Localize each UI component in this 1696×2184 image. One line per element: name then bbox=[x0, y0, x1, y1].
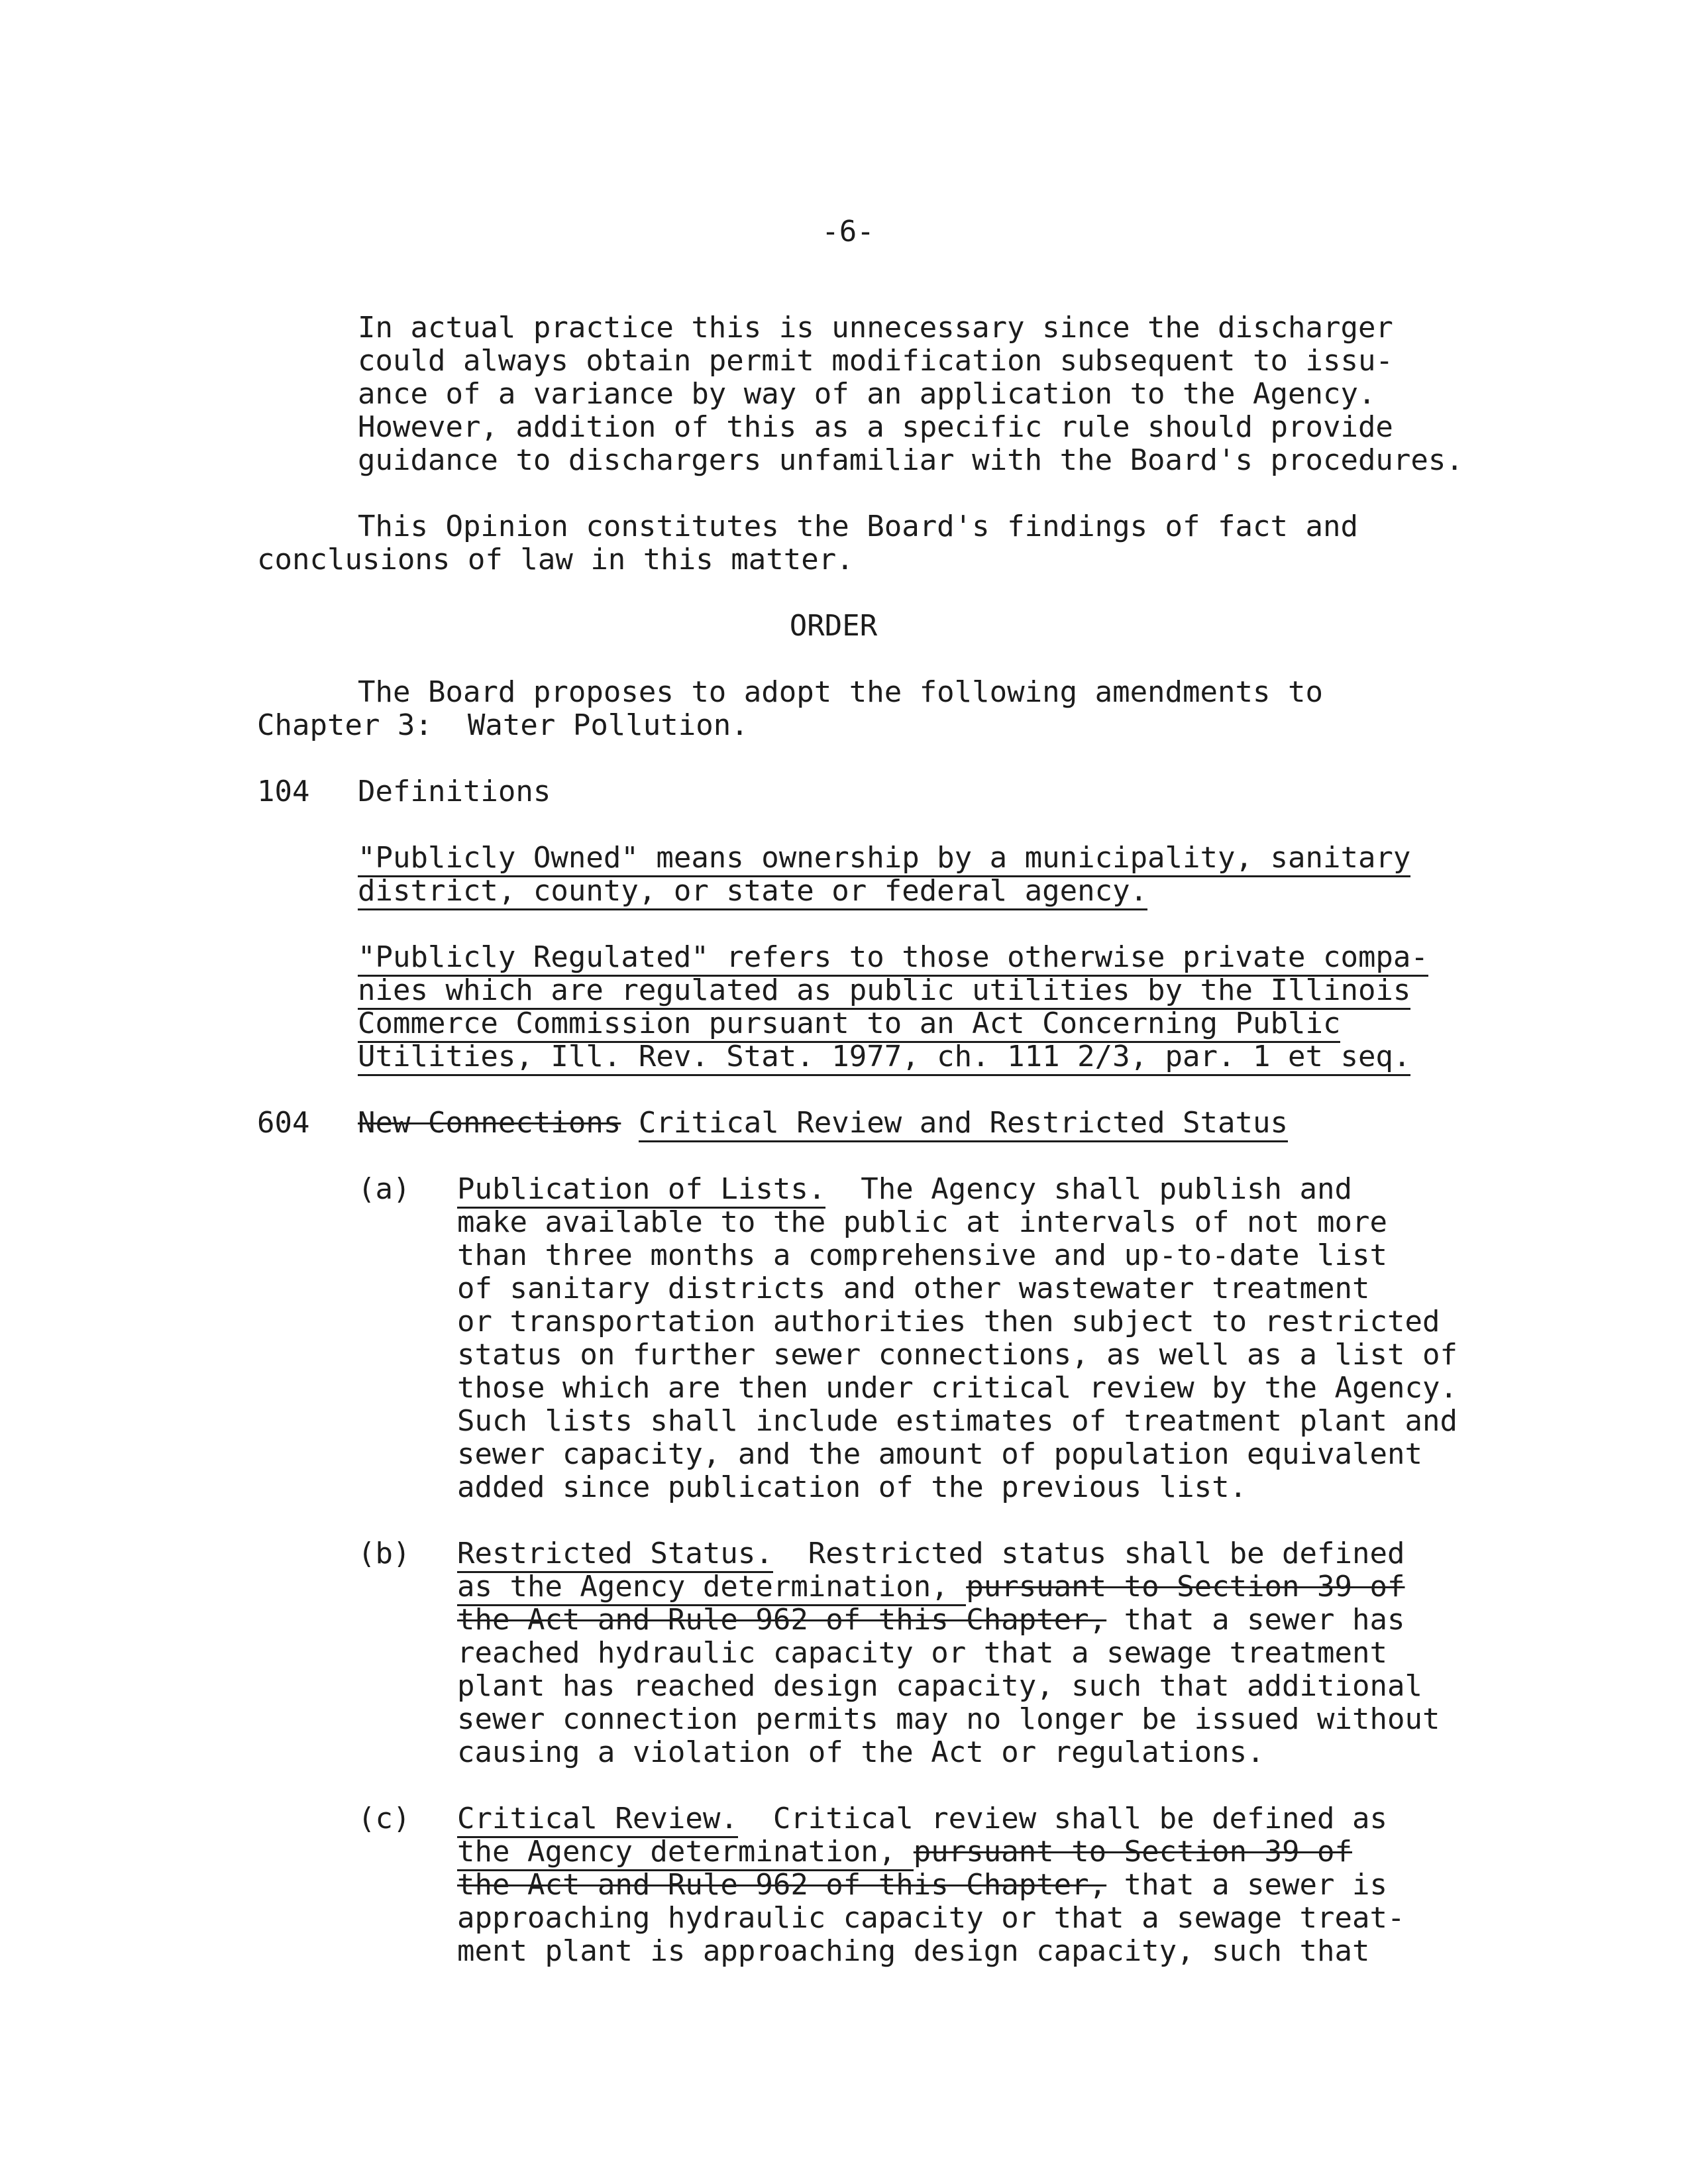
item-text: that a sewer has bbox=[1106, 1603, 1405, 1637]
page-number: -6- bbox=[822, 215, 874, 248]
deleted-text: the Act and Rule 962 of this Chapter, bbox=[457, 1603, 1107, 1637]
item-heading: Restricted Status. bbox=[457, 1537, 773, 1573]
item-text: Critical review shall be defined as bbox=[737, 1802, 1387, 1835]
item-text: that a sewer is bbox=[1106, 1868, 1387, 1902]
paragraph-line: Chapter 3: Water Pollution. bbox=[257, 708, 749, 742]
item-text: The Agency shall publish and bbox=[825, 1172, 1353, 1206]
item-line: sewer capacity, and the amount of population equivalent bbox=[457, 1437, 1422, 1471]
paragraph-line: could always obtain permit modification subsequent to issu- bbox=[358, 344, 1393, 378]
definition-publicly-regulated-line: nies which are regulated as public utilities by the Illinois bbox=[358, 973, 1410, 1010]
definition-publicly-regulated-line: "Publicly Regulated" refers to those otherwise private compa- bbox=[358, 940, 1428, 977]
item-line bbox=[457, 1835, 1352, 1869]
paragraph-line: However, addition of this as a specific rule should provide bbox=[358, 410, 1393, 444]
item-line: Such lists shall include estimates of treatment plant and bbox=[457, 1404, 1458, 1438]
item-first-line bbox=[457, 1537, 1404, 1570]
definition-publicly-regulated-line: Utilities, Ill. Rev. Stat. 1977, ch. 111 2/3, par. 1 et seq. bbox=[358, 1040, 1410, 1076]
item-first-line bbox=[457, 1802, 1387, 1835]
item-line: those which are then under critical review by the Agency. bbox=[457, 1371, 1458, 1405]
item-line bbox=[457, 1869, 1387, 1902]
item-line: of sanitary districts and other wastewater treatment bbox=[457, 1272, 1370, 1305]
paragraph-line: conclusions of law in this matter. bbox=[257, 543, 854, 576]
definition-publicly-regulated-line: Commerce Commission pursuant to an Act Concerning Public bbox=[358, 1007, 1340, 1043]
order-heading: ORDER bbox=[789, 609, 878, 643]
paragraph-line: guidance to dischargers unfamiliar with the Board's procedures. bbox=[358, 443, 1463, 477]
item-line bbox=[457, 1604, 1404, 1637]
item-line: sewer connection permits may no longer be issued without bbox=[457, 1702, 1440, 1736]
section-number: 604 bbox=[257, 1106, 310, 1140]
paragraph-line: This Opinion constitutes the Board's findings of fact and bbox=[358, 510, 1358, 543]
inserted-text: the Agency determination, bbox=[457, 1835, 914, 1871]
new-title: Critical Review and Restricted Status bbox=[639, 1106, 1288, 1142]
deleted-text: the Act and Rule 962 of this Chapter, bbox=[457, 1868, 1107, 1902]
paragraph-line: In actual practice this is unnecessary since the discharger bbox=[358, 311, 1393, 345]
paragraph-line: ance of a variance by way of an application to the Agency. bbox=[358, 377, 1376, 411]
deleted-text: pursuant to Section 39 of bbox=[966, 1570, 1405, 1604]
item-line: than three months a comprehensive and up-to-date list bbox=[457, 1238, 1387, 1272]
item-label: (c) bbox=[358, 1802, 411, 1835]
item-heading: Publication of Lists. bbox=[457, 1172, 825, 1209]
item-line: reached hydraulic capacity or that a sewage treatment bbox=[457, 1636, 1387, 1670]
deleted-title: New Connections bbox=[358, 1106, 621, 1140]
item-label: (a) bbox=[358, 1172, 411, 1206]
inserted-text: as the Agency determination, bbox=[457, 1570, 966, 1606]
item-line: causing a violation of the Act or regulations. bbox=[457, 1735, 1265, 1769]
deleted-text: pursuant to Section 39 of bbox=[913, 1835, 1353, 1869]
item-line: ment plant is approaching design capacity, such that bbox=[457, 1934, 1370, 1968]
paragraph-line: The Board proposes to adopt the following amendments to bbox=[358, 675, 1323, 709]
item-line: plant has reached design capacity, such that additional bbox=[457, 1669, 1422, 1703]
item-line: or transportation authorities then subject to restricted bbox=[457, 1305, 1440, 1338]
section-title-line bbox=[358, 1107, 1288, 1140]
item-line: make available to the public at intervals of not more bbox=[457, 1205, 1387, 1239]
item-heading: Critical Review. bbox=[457, 1802, 738, 1838]
section-number: 104 bbox=[257, 775, 310, 808]
item-first-line bbox=[457, 1173, 1352, 1206]
definition-publicly-owned-line: "Publicly Owned" means ownership by a municipality, sanitary bbox=[358, 841, 1410, 877]
item-line: status on further sewer connections, as well as a list of bbox=[457, 1338, 1458, 1372]
section-title: Definitions bbox=[358, 775, 551, 808]
item-line: approaching hydraulic capacity or that a sewage treat- bbox=[457, 1901, 1405, 1935]
definition-publicly-owned-line: district, county, or state or federal agency. bbox=[358, 874, 1147, 910]
item-line: added since publication of the previous list. bbox=[457, 1470, 1247, 1504]
item-text: Restricted status shall be defined bbox=[772, 1537, 1405, 1570]
item-line bbox=[457, 1570, 1404, 1604]
item-label: (b) bbox=[358, 1537, 411, 1570]
